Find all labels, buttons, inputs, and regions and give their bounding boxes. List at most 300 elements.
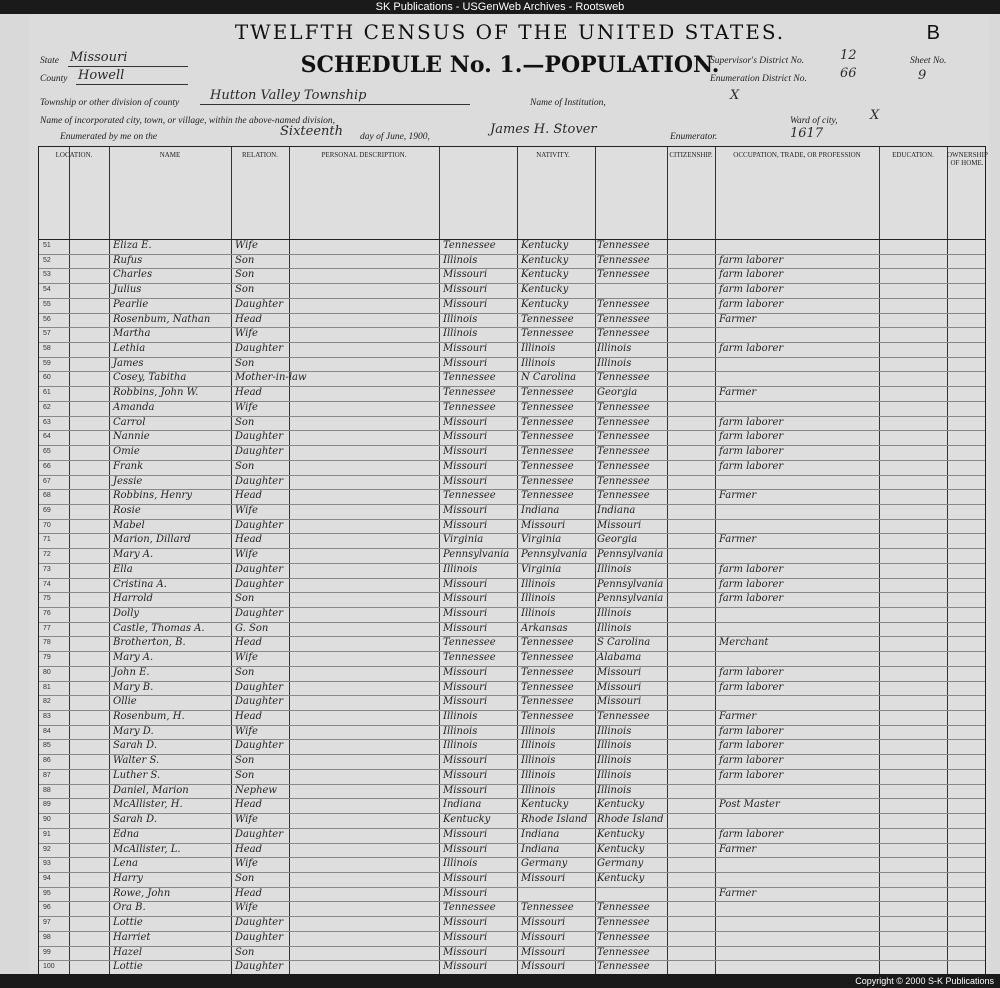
- census-sheet: [30, 14, 990, 974]
- mother-birthplace: Illinois: [597, 563, 632, 575]
- month-label: day of June, 1900,: [360, 132, 430, 142]
- mother-birthplace: Missouri: [597, 519, 642, 531]
- mother-birthplace: Tennessee: [597, 490, 650, 502]
- relation: Son: [235, 254, 255, 266]
- father-birthplace: Virginia: [521, 534, 562, 546]
- row-number: 51: [43, 242, 51, 249]
- relation: Daughter: [235, 681, 283, 693]
- birthplace: Tennessee: [443, 902, 496, 914]
- row-number: 83: [43, 713, 51, 721]
- column-header: LOCATION.: [55, 151, 93, 159]
- person-name: Ora B.: [113, 902, 146, 914]
- column-header: PERSONAL DESCRIPTION.: [321, 151, 407, 159]
- father-birthplace: Tennessee: [521, 313, 574, 325]
- person-name: Sarah D.: [113, 740, 158, 752]
- person-name: Carrol: [113, 416, 146, 428]
- row-number: 81: [43, 683, 51, 691]
- person-name: Walter S.: [113, 755, 160, 767]
- supervisor-value: 12: [840, 48, 857, 63]
- person-name: Marion, Dillard: [113, 534, 191, 546]
- relation: Daughter: [235, 343, 283, 355]
- father-birthplace: Missouri: [521, 946, 566, 958]
- row-number: 88: [43, 786, 51, 794]
- father-birthplace: Illinois: [521, 784, 556, 796]
- relation: Daughter: [235, 696, 283, 708]
- father-birthplace: Germany: [521, 858, 568, 870]
- birthplace: Missouri: [443, 931, 488, 943]
- mother-birthplace: Pennsylvania: [597, 578, 664, 590]
- row-number: 62: [43, 403, 51, 411]
- mother-birthplace: Alabama: [597, 652, 642, 664]
- row-number: 77: [43, 624, 51, 632]
- row-number: 57: [43, 330, 51, 338]
- row-number: 52: [43, 256, 51, 264]
- relation: Son: [235, 872, 255, 884]
- person-name: Julius: [113, 284, 142, 296]
- state-value: Missouri: [70, 50, 128, 65]
- person-name: Nannie: [113, 431, 150, 443]
- relation: Daughter: [235, 578, 283, 590]
- relation: Son: [235, 284, 255, 296]
- person-name: John E.: [113, 666, 150, 678]
- row-number: 66: [43, 462, 51, 470]
- row-number: 56: [43, 315, 51, 323]
- father-birthplace: Tennessee: [521, 475, 574, 487]
- person-name: Harriet: [113, 931, 151, 943]
- birthplace: Missouri: [443, 298, 488, 310]
- birthplace: Missouri: [443, 269, 488, 281]
- occupation: Farmer: [719, 843, 757, 855]
- birthplace: Virginia: [443, 534, 484, 546]
- mother-birthplace: Tennessee: [597, 401, 650, 413]
- census-table: [38, 146, 986, 976]
- mother-birthplace: Kentucky: [597, 799, 645, 811]
- father-birthplace: Illinois: [521, 755, 556, 767]
- mother-birthplace: Illinois: [597, 740, 632, 752]
- birthplace: Illinois: [443, 313, 478, 325]
- mother-birthplace: Tennessee: [597, 328, 650, 340]
- column-header: RELATION.: [242, 151, 278, 159]
- occupation: Farmer: [719, 711, 757, 723]
- father-birthplace: Missouri: [521, 519, 566, 531]
- row-number: 99: [43, 948, 51, 956]
- mother-birthplace: Tennessee: [597, 460, 650, 472]
- mother-birthplace: Illinois: [597, 357, 632, 369]
- birthplace: Tennessee: [443, 652, 496, 664]
- row-number: 79: [43, 654, 51, 662]
- person-name: Brotherton, B.: [113, 637, 186, 649]
- row-number: 64: [43, 433, 51, 441]
- city-label: Name of incorporated city, town, or village, within the above-named division,: [40, 116, 335, 126]
- birthplace: Tennessee: [443, 387, 496, 399]
- birthplace: Missouri: [443, 416, 488, 428]
- occupation: farm laborer: [719, 416, 784, 428]
- mother-birthplace: Georgia: [597, 534, 638, 546]
- row-number: 69: [43, 506, 51, 514]
- father-birthplace: Illinois: [521, 593, 556, 605]
- father-birthplace: N Carolina: [521, 372, 577, 384]
- father-birthplace: Tennessee: [521, 416, 574, 428]
- relation: Son: [235, 769, 255, 781]
- father-birthplace: Rhode Island: [521, 814, 588, 826]
- occupation: farm laborer: [719, 593, 784, 605]
- birthplace: Tennessee: [443, 372, 496, 384]
- occupation: farm laborer: [719, 269, 784, 281]
- column-rule: [69, 147, 70, 975]
- mother-birthplace: Tennessee: [597, 254, 650, 266]
- person-name: Rowe, John: [113, 887, 171, 899]
- person-name: Frank: [113, 460, 144, 472]
- person-name: Daniel, Marion: [113, 784, 189, 796]
- mother-birthplace: Tennessee: [597, 917, 650, 929]
- occupation: farm laborer: [719, 740, 784, 752]
- person-name: Mary D.: [113, 725, 154, 737]
- person-name: Ella: [113, 563, 133, 575]
- father-birthplace: Tennessee: [521, 696, 574, 708]
- occupation: farm laborer: [719, 681, 784, 693]
- county-label: County: [40, 74, 68, 84]
- mother-birthplace: Missouri: [597, 666, 642, 678]
- father-birthplace: Tennessee: [521, 652, 574, 664]
- birthplace: Illinois: [443, 254, 478, 266]
- column-rule: [439, 147, 440, 975]
- relation: Head: [235, 711, 263, 723]
- person-name: Amanda: [113, 401, 155, 413]
- row-number: 96: [43, 904, 51, 912]
- enumerator-name: James H. Stover: [490, 122, 597, 137]
- person-name: Pearlie: [113, 298, 149, 310]
- mother-birthplace: Pennsylvania: [597, 549, 664, 561]
- row-number: 82: [43, 698, 51, 706]
- mother-birthplace: Kentucky: [597, 872, 645, 884]
- relation: Daughter: [235, 961, 283, 973]
- birthplace: Pennsylvania: [443, 549, 510, 561]
- father-birthplace: Kentucky: [521, 799, 569, 811]
- birthplace: Illinois: [443, 328, 478, 340]
- relation: Head: [235, 887, 263, 899]
- birthplace: Indiana: [443, 799, 482, 811]
- relation: Wife: [235, 240, 258, 251]
- row-number: 65: [43, 448, 51, 456]
- birthplace: Missouri: [443, 696, 488, 708]
- person-name: Dolly: [113, 608, 140, 619]
- row-number: 89: [43, 801, 51, 809]
- birthplace: Missouri: [443, 946, 488, 958]
- father-birthplace: Missouri: [521, 931, 566, 943]
- birthplace: Missouri: [443, 681, 488, 693]
- mother-birthplace: Pennsylvania: [597, 593, 664, 605]
- mother-birthplace: Illinois: [597, 622, 632, 634]
- person-name: Rufus: [113, 254, 143, 266]
- person-name: Castle, Thomas A.: [113, 622, 205, 634]
- row-number: 80: [43, 668, 51, 676]
- relation: Wife: [235, 902, 258, 914]
- row-number: 58: [43, 345, 51, 353]
- relation: Wife: [235, 652, 258, 664]
- row-number: 87: [43, 771, 51, 779]
- relation: Wife: [235, 504, 258, 516]
- birthplace: Missouri: [443, 872, 488, 884]
- column-rule: [109, 147, 110, 975]
- column-header: OCCUPATION, TRADE, OR PROFESSION: [733, 151, 861, 159]
- person-name: Mary A.: [113, 549, 154, 561]
- occupation: Merchant: [719, 637, 769, 649]
- relation: Daughter: [235, 298, 283, 310]
- row-number: 100: [43, 963, 55, 971]
- column-header: NATIVITY.: [536, 151, 570, 159]
- relation: Head: [235, 313, 263, 325]
- person-name: Harrold: [113, 593, 153, 605]
- mother-birthplace: Illinois: [597, 755, 632, 767]
- occupation: Post Master: [719, 799, 780, 811]
- person-name: Charles: [113, 269, 153, 281]
- relation: Son: [235, 460, 255, 472]
- birthplace: Missouri: [443, 622, 488, 634]
- enumerator-label: Enumerator.: [670, 132, 718, 142]
- relation: Head: [235, 387, 263, 399]
- birthplace: Missouri: [443, 784, 488, 796]
- mother-birthplace: Tennessee: [597, 961, 650, 973]
- ward-label: Ward of city,: [790, 116, 838, 126]
- occupation: farm laborer: [719, 769, 784, 781]
- birthplace: Missouri: [443, 475, 488, 487]
- mother-birthplace: Tennessee: [597, 931, 650, 943]
- father-birthplace: Arkansas: [521, 622, 568, 634]
- birthplace: Missouri: [443, 755, 488, 767]
- row-number: 71: [43, 536, 51, 544]
- row-number: 97: [43, 919, 51, 927]
- row-number: 60: [43, 374, 51, 382]
- birthplace: Missouri: [443, 961, 488, 973]
- mother-birthplace: Illinois: [597, 769, 632, 781]
- relation: G. Son: [235, 622, 269, 634]
- relation: Wife: [235, 725, 258, 737]
- relation: Head: [235, 534, 263, 546]
- row-number: 73: [43, 565, 51, 573]
- occupation: farm laborer: [719, 446, 784, 458]
- person-name: Eliza E.: [113, 240, 152, 251]
- column-header: NAME: [159, 151, 181, 159]
- relation: Daughter: [235, 475, 283, 487]
- column-rule: [231, 147, 232, 975]
- birthplace: Missouri: [443, 917, 488, 929]
- relation: Daughter: [235, 446, 283, 458]
- person-name: Lottie: [113, 961, 143, 973]
- father-birthplace: Kentucky: [521, 240, 569, 251]
- mother-birthplace: Missouri: [597, 681, 642, 693]
- birthplace: Missouri: [443, 519, 488, 531]
- person-name: Martha: [113, 328, 151, 340]
- person-name: Robbins, Henry: [113, 490, 192, 502]
- county-value: Howell: [78, 68, 125, 83]
- row-number: 55: [43, 300, 51, 308]
- father-birthplace: Kentucky: [521, 269, 569, 281]
- supervisor-label: Supervisor's District No.: [710, 56, 805, 66]
- person-name: Edna: [113, 828, 140, 840]
- institution-value: X: [730, 88, 740, 103]
- relation: Head: [235, 799, 263, 811]
- birthplace: Illinois: [443, 740, 478, 752]
- birthplace: Missouri: [443, 769, 488, 781]
- person-name: Cosey, Tabitha: [113, 372, 187, 384]
- ward-value: X: [870, 108, 880, 123]
- father-birthplace: Tennessee: [521, 902, 574, 914]
- mother-birthplace: Tennessee: [597, 313, 650, 325]
- state-label: State: [40, 56, 59, 66]
- mother-birthplace: Illinois: [597, 343, 632, 355]
- father-birthplace: Pennsylvania: [521, 549, 588, 561]
- relation: Son: [235, 357, 255, 369]
- father-birthplace: Indiana: [521, 504, 560, 516]
- birthplace: Missouri: [443, 828, 488, 840]
- relation: Wife: [235, 549, 258, 561]
- relation: Daughter: [235, 519, 283, 531]
- occupation: farm laborer: [719, 343, 784, 355]
- father-birthplace: Indiana: [521, 828, 560, 840]
- occupation: Farmer: [719, 534, 757, 546]
- occupation: farm laborer: [719, 828, 784, 840]
- relation: Daughter: [235, 917, 283, 929]
- person-name: Cristina A.: [113, 578, 167, 590]
- father-birthplace: Missouri: [521, 917, 566, 929]
- birthplace: Illinois: [443, 711, 478, 723]
- relation: Son: [235, 946, 255, 958]
- mother-birthplace: Illinois: [597, 608, 632, 619]
- row-number: 93: [43, 860, 51, 868]
- person-name: Lottie: [113, 917, 143, 929]
- person-name: Mabel: [113, 519, 145, 531]
- birthplace: Missouri: [443, 666, 488, 678]
- relation: Son: [235, 416, 255, 428]
- row-number: 95: [43, 889, 51, 897]
- mother-birthplace: Kentucky: [597, 828, 645, 840]
- mother-birthplace: Missouri: [597, 696, 642, 708]
- row-number: 54: [43, 286, 51, 294]
- relation: Mother-in-law: [235, 372, 307, 384]
- father-birthplace: Indiana: [521, 843, 560, 855]
- row-number: 63: [43, 418, 51, 426]
- father-birthplace: Tennessee: [521, 431, 574, 443]
- relation: Head: [235, 843, 263, 855]
- birthplace: Missouri: [443, 843, 488, 855]
- birthplace: Kentucky: [443, 814, 491, 826]
- row-number: 92: [43, 845, 51, 853]
- relation: Daughter: [235, 828, 283, 840]
- mother-birthplace: Kentucky: [597, 843, 645, 855]
- sheet-no-label: Sheet No.: [910, 56, 947, 66]
- institution-label: Name of Institution,: [530, 98, 606, 108]
- row-number: 75: [43, 595, 51, 603]
- father-birthplace: Tennessee: [521, 446, 574, 458]
- person-name: McAllister, H.: [113, 799, 183, 811]
- mother-birthplace: Tennessee: [597, 946, 650, 958]
- person-name: James: [113, 357, 144, 369]
- relation: Daughter: [235, 431, 283, 443]
- enumeration-label: Enumeration District No.: [710, 74, 807, 84]
- occupation: farm laborer: [719, 666, 784, 678]
- row-number: 70: [43, 521, 51, 529]
- person-name: Mary B.: [113, 681, 154, 693]
- person-name: Hazel: [113, 946, 143, 958]
- birthplace: Missouri: [443, 578, 488, 590]
- person-name: Rosie: [113, 504, 141, 516]
- birthplace: Missouri: [443, 343, 488, 355]
- sheet-no-value: 9: [918, 68, 927, 83]
- mother-birthplace: Tennessee: [597, 416, 650, 428]
- person-name: Jessie: [113, 475, 143, 487]
- relation: Head: [235, 490, 263, 502]
- enumerated-label: Enumerated by me on the: [60, 132, 158, 142]
- person-name: Robbins, John W.: [113, 387, 199, 399]
- father-birthplace: Missouri: [521, 961, 566, 973]
- person-name: Omie: [113, 446, 140, 458]
- birthplace: Missouri: [443, 887, 488, 899]
- mother-birthplace: Tennessee: [597, 475, 650, 487]
- father-birthplace: Illinois: [521, 725, 556, 737]
- mother-birthplace: Tennessee: [597, 431, 650, 443]
- column-header: EDUCATION.: [892, 151, 934, 159]
- column-rule: [879, 147, 880, 975]
- person-name: Rosenbum, Nathan: [113, 313, 211, 325]
- person-name: Lethia: [113, 343, 146, 355]
- person-name: Harry: [113, 872, 143, 884]
- father-birthplace: Tennessee: [521, 401, 574, 413]
- relation: Daughter: [235, 563, 283, 575]
- occupation: farm laborer: [719, 578, 784, 590]
- sheet-letter: B: [926, 22, 940, 44]
- occupation: farm laborer: [719, 563, 784, 575]
- row-number: 85: [43, 742, 51, 750]
- row-number: 53: [43, 271, 51, 279]
- row-number: 78: [43, 639, 51, 647]
- row-number: 72: [43, 551, 51, 559]
- birthplace: Illinois: [443, 858, 478, 870]
- father-birthplace: Kentucky: [521, 284, 569, 296]
- enumeration-value: 66: [840, 66, 857, 81]
- father-birthplace: Tennessee: [521, 711, 574, 723]
- birthplace: Missouri: [443, 284, 488, 296]
- father-birthplace: Missouri: [521, 872, 566, 884]
- mother-birthplace: Tennessee: [597, 446, 650, 458]
- row-number: 68: [43, 492, 51, 500]
- relation: Daughter: [235, 740, 283, 752]
- mother-birthplace: Tennessee: [597, 372, 650, 384]
- person-name: Luther S.: [113, 769, 161, 781]
- occupation: farm laborer: [719, 431, 784, 443]
- birthplace: Missouri: [443, 446, 488, 458]
- father-birthplace: Tennessee: [521, 666, 574, 678]
- birthplace: Missouri: [443, 460, 488, 472]
- relation: Wife: [235, 328, 258, 340]
- mother-birthplace: Illinois: [597, 784, 632, 796]
- mother-birthplace: Tennessee: [597, 298, 650, 310]
- person-name: Sarah D.: [113, 814, 158, 826]
- relation: Son: [235, 666, 255, 678]
- relation: Wife: [235, 814, 258, 826]
- relation: Nephew: [235, 784, 277, 796]
- relation: Son: [235, 755, 255, 767]
- father-birthplace: Illinois: [521, 769, 556, 781]
- father-birthplace: Tennessee: [521, 637, 574, 649]
- birthplace: Illinois: [443, 725, 478, 737]
- mother-birthplace: Germany: [597, 858, 644, 870]
- mother-birthplace: Tennessee: [597, 240, 650, 251]
- occupation: Farmer: [719, 887, 757, 899]
- row-number: 91: [43, 830, 51, 838]
- row-number: 84: [43, 727, 51, 735]
- birthplace: Illinois: [443, 563, 478, 575]
- father-birthplace: Kentucky: [521, 298, 569, 310]
